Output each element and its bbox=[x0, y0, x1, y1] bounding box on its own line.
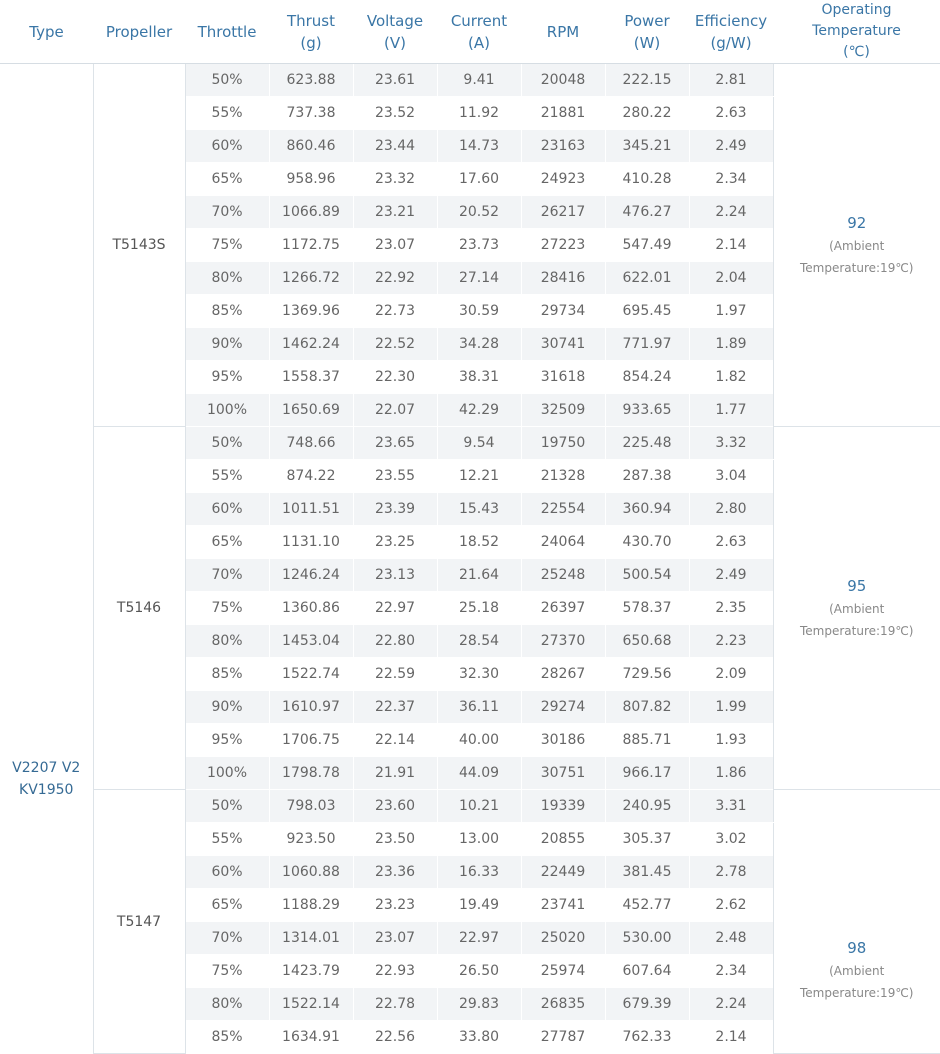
throttle-cell: 65% bbox=[185, 889, 269, 922]
current-cell: 44.09 bbox=[437, 757, 521, 790]
throttle-cell: 55% bbox=[185, 97, 269, 130]
rpm-cell: 24923 bbox=[521, 163, 605, 196]
current-cell: 18.52 bbox=[437, 526, 521, 559]
efficiency-cell: 2.49 bbox=[689, 130, 773, 163]
throttle-cell: 95% bbox=[185, 361, 269, 394]
thrust-cell: 1462.24 bbox=[269, 328, 353, 361]
efficiency-cell: 2.14 bbox=[689, 229, 773, 262]
ambient-temperature-note: Temperature:19℃) bbox=[800, 261, 914, 275]
current-cell: 38.31 bbox=[437, 361, 521, 394]
throttle-cell: 100% bbox=[185, 757, 269, 790]
rpm-cell: 22554 bbox=[521, 493, 605, 526]
propeller-cell bbox=[93, 790, 185, 1054]
power-cell: 287.38 bbox=[605, 460, 689, 493]
thrust-cell: 1060.88 bbox=[269, 856, 353, 889]
voltage-cell: 23.55 bbox=[353, 460, 437, 493]
efficiency-cell: 2.63 bbox=[689, 97, 773, 130]
voltage-cell: 22.14 bbox=[353, 724, 437, 757]
current-cell: 22.97 bbox=[437, 922, 521, 955]
rpm-cell: 30741 bbox=[521, 328, 605, 361]
header-type-line: Type bbox=[29, 22, 64, 41]
power-cell: 476.27 bbox=[605, 196, 689, 229]
power-cell: 381.45 bbox=[605, 856, 689, 889]
propeller-label: T5143S bbox=[112, 237, 166, 253]
thrust-cell: 1369.96 bbox=[269, 295, 353, 328]
power-cell: 547.49 bbox=[605, 229, 689, 262]
voltage-cell: 23.65 bbox=[353, 427, 437, 460]
efficiency-cell: 1.97 bbox=[689, 295, 773, 328]
rpm-cell: 27787 bbox=[521, 1021, 605, 1054]
throttle-cell: 55% bbox=[185, 460, 269, 493]
power-cell: 807.82 bbox=[605, 691, 689, 724]
voltage-cell: 22.73 bbox=[353, 295, 437, 328]
voltage-cell: 22.37 bbox=[353, 691, 437, 724]
header-rpm-line: RPM bbox=[546, 22, 580, 41]
thrust-cell: 1011.51 bbox=[269, 493, 353, 526]
throttle-cell: 65% bbox=[185, 163, 269, 196]
throttle-cell: 70% bbox=[185, 922, 269, 955]
power-cell: 771.97 bbox=[605, 328, 689, 361]
current-cell: 33.80 bbox=[437, 1021, 521, 1054]
rpm-cell: 21328 bbox=[521, 460, 605, 493]
header-throttle-line: Throttle bbox=[197, 22, 257, 41]
current-cell: 32.30 bbox=[437, 658, 521, 691]
efficiency-cell: 2.24 bbox=[689, 196, 773, 229]
rpm-cell: 22449 bbox=[521, 856, 605, 889]
thrust-cell: 1172.75 bbox=[269, 229, 353, 262]
voltage-cell: 22.56 bbox=[353, 1021, 437, 1054]
header-power bbox=[605, 0, 689, 64]
thrust-cell: 1314.01 bbox=[269, 922, 353, 955]
throttle-cell: 55% bbox=[185, 823, 269, 856]
thrust-cell: 1706.75 bbox=[269, 724, 353, 757]
power-cell: 225.48 bbox=[605, 427, 689, 460]
voltage-cell: 23.39 bbox=[353, 493, 437, 526]
throttle-cell: 70% bbox=[185, 196, 269, 229]
efficiency-cell: 2.63 bbox=[689, 526, 773, 559]
thrust-cell: 1131.10 bbox=[269, 526, 353, 559]
current-cell: 10.21 bbox=[437, 790, 521, 823]
throttle-cell: 70% bbox=[185, 559, 269, 592]
header-voltage-unit: (V) bbox=[384, 33, 406, 52]
throttle-cell: 80% bbox=[185, 988, 269, 1021]
throttle-cell: 60% bbox=[185, 130, 269, 163]
thrust-cell: 860.46 bbox=[269, 130, 353, 163]
header-power-unit: (W) bbox=[633, 33, 661, 52]
efficiency-cell: 2.48 bbox=[689, 922, 773, 955]
temperature-cell bbox=[773, 427, 940, 790]
current-cell: 21.64 bbox=[437, 559, 521, 592]
current-cell: 29.83 bbox=[437, 988, 521, 1021]
current-cell: 34.28 bbox=[437, 328, 521, 361]
voltage-cell: 23.44 bbox=[353, 130, 437, 163]
efficiency-cell: 2.78 bbox=[689, 856, 773, 889]
header-power-line: Power bbox=[624, 11, 670, 30]
throttle-cell: 85% bbox=[185, 658, 269, 691]
voltage-cell: 23.07 bbox=[353, 922, 437, 955]
ambient-temperature-note: (Ambient bbox=[829, 602, 885, 616]
efficiency-cell: 1.82 bbox=[689, 361, 773, 394]
rpm-cell: 29734 bbox=[521, 295, 605, 328]
header-thrust-line: Thrust bbox=[286, 11, 336, 30]
current-cell: 40.00 bbox=[437, 724, 521, 757]
voltage-cell: 22.30 bbox=[353, 361, 437, 394]
current-cell: 16.33 bbox=[437, 856, 521, 889]
rpm-cell: 27370 bbox=[521, 625, 605, 658]
throttle-cell: 50% bbox=[185, 427, 269, 460]
ambient-temperature-note: Temperature:19℃) bbox=[800, 986, 914, 1000]
throttle-cell: 60% bbox=[185, 856, 269, 889]
thrust-cell: 1423.79 bbox=[269, 955, 353, 988]
voltage-cell: 22.07 bbox=[353, 394, 437, 427]
header-current bbox=[437, 0, 521, 64]
power-cell: 500.54 bbox=[605, 559, 689, 592]
thrust-cell: 737.38 bbox=[269, 97, 353, 130]
efficiency-cell: 1.77 bbox=[689, 394, 773, 427]
rpm-cell: 30186 bbox=[521, 724, 605, 757]
thrust-cell: 1650.69 bbox=[269, 394, 353, 427]
ambient-temperature-note: (Ambient bbox=[829, 964, 885, 978]
efficiency-cell: 2.80 bbox=[689, 493, 773, 526]
thrust-cell: 874.22 bbox=[269, 460, 353, 493]
current-cell: 27.14 bbox=[437, 262, 521, 295]
voltage-cell: 22.92 bbox=[353, 262, 437, 295]
current-cell: 13.00 bbox=[437, 823, 521, 856]
thrust-cell: 1522.14 bbox=[269, 988, 353, 1021]
voltage-cell: 23.60 bbox=[353, 790, 437, 823]
efficiency-cell: 2.34 bbox=[689, 955, 773, 988]
rpm-cell: 19750 bbox=[521, 427, 605, 460]
ambient-temperature-note: (Ambient bbox=[829, 239, 885, 253]
motor-type-line: V2207 V2 bbox=[12, 760, 81, 776]
efficiency-cell: 2.81 bbox=[689, 64, 773, 97]
rpm-cell: 31618 bbox=[521, 361, 605, 394]
voltage-cell: 23.21 bbox=[353, 196, 437, 229]
rpm-cell: 23163 bbox=[521, 130, 605, 163]
temperature-value: 98 bbox=[847, 939, 867, 957]
table-row bbox=[0, 427, 940, 460]
current-cell: 14.73 bbox=[437, 130, 521, 163]
current-cell: 23.73 bbox=[437, 229, 521, 262]
header-voltage bbox=[353, 0, 437, 64]
thrust-cell: 623.88 bbox=[269, 64, 353, 97]
rpm-cell: 28416 bbox=[521, 262, 605, 295]
header-temperature-unit: (℃) bbox=[843, 44, 870, 60]
propeller-cell bbox=[93, 64, 185, 427]
voltage-cell: 23.25 bbox=[353, 526, 437, 559]
power-cell: 729.56 bbox=[605, 658, 689, 691]
rpm-cell: 24064 bbox=[521, 526, 605, 559]
thrust-cell: 748.66 bbox=[269, 427, 353, 460]
voltage-cell: 23.52 bbox=[353, 97, 437, 130]
rpm-cell: 20855 bbox=[521, 823, 605, 856]
temperature-cell bbox=[773, 790, 940, 1054]
propeller-label: T5146 bbox=[116, 600, 162, 616]
power-cell: 345.21 bbox=[605, 130, 689, 163]
voltage-cell: 23.50 bbox=[353, 823, 437, 856]
efficiency-cell: 3.31 bbox=[689, 790, 773, 823]
current-cell: 12.21 bbox=[437, 460, 521, 493]
voltage-cell: 22.80 bbox=[353, 625, 437, 658]
power-cell: 622.01 bbox=[605, 262, 689, 295]
voltage-cell: 23.23 bbox=[353, 889, 437, 922]
efficiency-cell: 2.14 bbox=[689, 1021, 773, 1054]
temperature-value: 92 bbox=[847, 214, 867, 232]
power-cell: 695.45 bbox=[605, 295, 689, 328]
rpm-cell: 29274 bbox=[521, 691, 605, 724]
rpm-cell: 25974 bbox=[521, 955, 605, 988]
thrust-cell: 1066.89 bbox=[269, 196, 353, 229]
thrust-cell: 1266.72 bbox=[269, 262, 353, 295]
thrust-cell: 1453.04 bbox=[269, 625, 353, 658]
throttle-cell: 85% bbox=[185, 295, 269, 328]
rpm-cell: 30751 bbox=[521, 757, 605, 790]
propeller-label: T5147 bbox=[116, 913, 162, 930]
voltage-cell: 23.61 bbox=[353, 64, 437, 97]
voltage-cell: 23.36 bbox=[353, 856, 437, 889]
voltage-cell: 22.59 bbox=[353, 658, 437, 691]
power-cell: 578.37 bbox=[605, 592, 689, 625]
current-cell: 9.54 bbox=[437, 427, 521, 460]
thrust-cell: 1634.91 bbox=[269, 1021, 353, 1054]
voltage-cell: 22.97 bbox=[353, 592, 437, 625]
efficiency-cell: 1.86 bbox=[689, 757, 773, 790]
thrust-cell: 1360.86 bbox=[269, 592, 353, 625]
current-cell: 26.50 bbox=[437, 955, 521, 988]
power-cell: 966.17 bbox=[605, 757, 689, 790]
throttle-cell: 75% bbox=[185, 955, 269, 988]
rpm-cell: 25020 bbox=[521, 922, 605, 955]
current-cell: 19.49 bbox=[437, 889, 521, 922]
rpm-cell: 23741 bbox=[521, 889, 605, 922]
temperature-block bbox=[774, 211, 940, 279]
rpm-cell: 27223 bbox=[521, 229, 605, 262]
header-propeller-line: Propeller bbox=[105, 22, 173, 41]
power-cell: 679.39 bbox=[605, 988, 689, 1021]
rpm-cell: 26217 bbox=[521, 196, 605, 229]
voltage-cell: 23.07 bbox=[353, 229, 437, 262]
current-cell: 11.92 bbox=[437, 97, 521, 130]
voltage-cell: 21.91 bbox=[353, 757, 437, 790]
efficiency-cell: 2.34 bbox=[689, 163, 773, 196]
thrust-cell: 1188.29 bbox=[269, 889, 353, 922]
power-cell: 430.70 bbox=[605, 526, 689, 559]
header-temperature-line2: Temperature bbox=[812, 23, 901, 39]
efficiency-cell: 1.89 bbox=[689, 328, 773, 361]
efficiency-cell: 2.23 bbox=[689, 625, 773, 658]
rpm-cell: 20048 bbox=[521, 64, 605, 97]
propeller-cell bbox=[93, 427, 185, 790]
power-cell: 607.64 bbox=[605, 955, 689, 988]
rpm-cell: 32509 bbox=[521, 394, 605, 427]
power-cell: 885.71 bbox=[605, 724, 689, 757]
current-cell: 17.60 bbox=[437, 163, 521, 196]
efficiency-cell: 2.62 bbox=[689, 889, 773, 922]
header-voltage-line: Voltage bbox=[366, 11, 424, 30]
throttle-cell: 60% bbox=[185, 493, 269, 526]
throttle-cell: 50% bbox=[185, 790, 269, 823]
throttle-cell: 75% bbox=[185, 592, 269, 625]
thrust-cell: 1522.74 bbox=[269, 658, 353, 691]
voltage-cell: 22.52 bbox=[353, 328, 437, 361]
throttle-cell: 50% bbox=[185, 64, 269, 97]
header-throttle bbox=[185, 0, 269, 64]
header-temperature-line1: Operating bbox=[821, 2, 892, 18]
header-rpm bbox=[521, 0, 605, 64]
rpm-cell: 21881 bbox=[521, 97, 605, 130]
power-cell: 452.77 bbox=[605, 889, 689, 922]
temperature-value: 95 bbox=[847, 577, 867, 595]
efficiency-cell: 3.32 bbox=[689, 427, 773, 460]
throttle-cell: 80% bbox=[185, 262, 269, 295]
motor-type-cell bbox=[0, 64, 93, 1054]
thrust-cell: 798.03 bbox=[269, 790, 353, 823]
rpm-cell: 19339 bbox=[521, 790, 605, 823]
throttle-cell: 75% bbox=[185, 229, 269, 262]
current-cell: 9.41 bbox=[437, 64, 521, 97]
throttle-cell: 90% bbox=[185, 328, 269, 361]
efficiency-cell: 2.04 bbox=[689, 262, 773, 295]
current-cell: 42.29 bbox=[437, 394, 521, 427]
header-propeller bbox=[93, 0, 185, 64]
efficiency-cell: 2.09 bbox=[689, 658, 773, 691]
power-cell: 360.94 bbox=[605, 493, 689, 526]
thrust-cell: 1798.78 bbox=[269, 757, 353, 790]
thrust-cell: 923.50 bbox=[269, 823, 353, 856]
voltage-cell: 22.93 bbox=[353, 955, 437, 988]
header-type bbox=[0, 0, 93, 64]
header-efficiency bbox=[689, 0, 773, 64]
motor-type-label bbox=[0, 64, 93, 801]
throttle-cell: 80% bbox=[185, 625, 269, 658]
efficiency-cell: 1.99 bbox=[689, 691, 773, 724]
power-cell: 410.28 bbox=[605, 163, 689, 196]
efficiency-cell: 1.93 bbox=[689, 724, 773, 757]
power-cell: 650.68 bbox=[605, 625, 689, 658]
efficiency-cell: 2.24 bbox=[689, 988, 773, 1021]
current-cell: 20.52 bbox=[437, 196, 521, 229]
current-cell: 30.59 bbox=[437, 295, 521, 328]
header-efficiency-line: Efficiency bbox=[694, 11, 768, 30]
efficiency-cell: 2.49 bbox=[689, 559, 773, 592]
temperature-block bbox=[774, 790, 940, 1004]
efficiency-cell: 3.04 bbox=[689, 460, 773, 493]
thrust-cell: 958.96 bbox=[269, 163, 353, 196]
header-row bbox=[0, 0, 940, 64]
efficiency-cell: 2.35 bbox=[689, 592, 773, 625]
power-cell: 222.15 bbox=[605, 64, 689, 97]
thrust-cell: 1610.97 bbox=[269, 691, 353, 724]
ambient-temperature-note: Temperature:19℃) bbox=[800, 624, 914, 638]
temperature-block bbox=[774, 574, 940, 642]
rpm-cell: 25248 bbox=[521, 559, 605, 592]
current-cell: 36.11 bbox=[437, 691, 521, 724]
table-row bbox=[0, 790, 940, 823]
power-cell: 240.95 bbox=[605, 790, 689, 823]
voltage-cell: 23.13 bbox=[353, 559, 437, 592]
header-current-unit: (A) bbox=[468, 33, 490, 52]
header-current-line: Current bbox=[450, 11, 508, 30]
power-cell: 530.00 bbox=[605, 922, 689, 955]
header-efficiency-unit: (g/W) bbox=[710, 33, 752, 52]
power-cell: 933.65 bbox=[605, 394, 689, 427]
throttle-cell: 95% bbox=[185, 724, 269, 757]
voltage-cell: 23.32 bbox=[353, 163, 437, 196]
throttle-cell: 85% bbox=[185, 1021, 269, 1054]
power-cell: 762.33 bbox=[605, 1021, 689, 1054]
throttle-cell: 100% bbox=[185, 394, 269, 427]
power-cell: 854.24 bbox=[605, 361, 689, 394]
table-row bbox=[0, 64, 940, 97]
header-thrust-unit: (g) bbox=[300, 33, 322, 52]
rpm-cell: 28267 bbox=[521, 658, 605, 691]
header-thrust bbox=[269, 0, 353, 64]
motor-type-line: KV1950 bbox=[19, 782, 74, 798]
current-cell: 28.54 bbox=[437, 625, 521, 658]
power-cell: 305.37 bbox=[605, 823, 689, 856]
thrust-cell: 1246.24 bbox=[269, 559, 353, 592]
current-cell: 15.43 bbox=[437, 493, 521, 526]
power-cell: 280.22 bbox=[605, 97, 689, 130]
throttle-cell: 90% bbox=[185, 691, 269, 724]
header-temperature bbox=[773, 0, 940, 64]
voltage-cell: 22.78 bbox=[353, 988, 437, 1021]
current-cell: 25.18 bbox=[437, 592, 521, 625]
rpm-cell: 26397 bbox=[521, 592, 605, 625]
thrust-cell: 1558.37 bbox=[269, 361, 353, 394]
throttle-cell: 65% bbox=[185, 526, 269, 559]
table-body bbox=[0, 64, 940, 1054]
rpm-cell: 26835 bbox=[521, 988, 605, 1021]
temperature-cell bbox=[773, 64, 940, 427]
efficiency-cell: 3.02 bbox=[689, 823, 773, 856]
